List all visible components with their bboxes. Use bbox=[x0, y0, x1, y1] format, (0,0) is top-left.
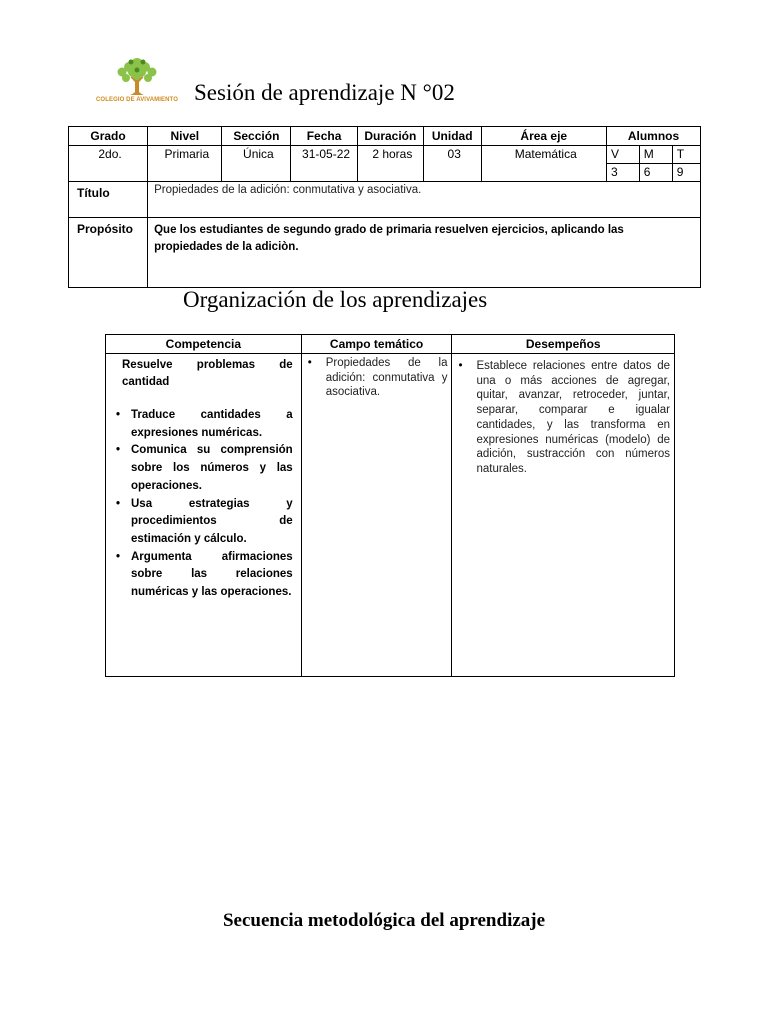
campo-tematico-list bbox=[302, 354, 452, 400]
grado-value: 2do. bbox=[69, 146, 148, 182]
alumnos-value-v: 3 bbox=[607, 164, 640, 182]
competencia-list bbox=[106, 391, 301, 602]
header-competencia: Competencia bbox=[106, 335, 302, 354]
list-item: • Argumenta afirmaciones sobre las relaciones numéricas y las operaciones. bbox=[116, 549, 293, 602]
titulo-label: Título bbox=[69, 182, 148, 218]
section-title-secuencia: Secuencia metodológica del aprendizaje bbox=[222, 910, 546, 931]
header-area: Área eje bbox=[481, 127, 606, 146]
header-alumnos: Alumnos bbox=[607, 127, 701, 146]
section-title-organizacion: Organización de los aprendizajes bbox=[183, 287, 488, 312]
header-grado: Grado bbox=[69, 127, 148, 146]
header-campo-tematico: Campo temático bbox=[301, 335, 452, 354]
list-item: • Establece relaciones entre datos de una o más acciones de agregar, quitar, avanzar, retroceder, juntar, separar, comparar e igualar cantidades, y las transforma en expresiones numéricas (modelo) de adición, sustracción con números naturales. bbox=[454, 359, 670, 477]
list-item: • Usa estrategias y procedimientos de estimación y cálculo. bbox=[116, 496, 293, 549]
desempenos-list bbox=[452, 354, 674, 477]
unidad-value: 03 bbox=[423, 146, 481, 182]
alumnos-label-m: M bbox=[639, 146, 672, 164]
list-item: • Propiedades de la adición: conmutativa y asociativa. bbox=[304, 356, 448, 400]
header-duracion: Duración bbox=[357, 127, 423, 146]
header-fecha: Fecha bbox=[291, 127, 358, 146]
alumnos-label-t: T bbox=[672, 146, 700, 164]
school-name: COLEGIO DE AVIVAMIENTO bbox=[96, 97, 178, 103]
seccion-value: Única bbox=[222, 146, 291, 182]
duracion-value: 2 horas bbox=[357, 146, 423, 182]
area-value: Matemática bbox=[481, 146, 606, 182]
header-nivel: Nivel bbox=[148, 127, 222, 146]
fecha-value: 31-05-22 bbox=[291, 146, 358, 182]
header-desempenos: Desempeños bbox=[452, 335, 675, 354]
session-info-table bbox=[68, 126, 701, 288]
proposito-label: Propósito bbox=[69, 218, 148, 288]
alumnos-value-m: 6 bbox=[639, 164, 672, 182]
learning-organization-table bbox=[105, 334, 675, 677]
desempenos-cell bbox=[452, 354, 675, 677]
competencia-cell bbox=[106, 354, 302, 677]
nivel-value: Primaria bbox=[148, 146, 222, 182]
header-seccion: Sección bbox=[222, 127, 291, 146]
proposito-value: Que los estudiantes de segundo grado de primaria resuelven ejercicios, aplicando las propiedades de la adiciòn. bbox=[148, 218, 701, 288]
campo-tematico-cell bbox=[301, 354, 452, 677]
list-item: • Comunica su comprensión sobre los números y las operaciones. bbox=[116, 442, 293, 495]
titulo-value: Propiedades de la adición: conmutativa y asociativa. bbox=[148, 182, 701, 218]
alumnos-value-t: 9 bbox=[672, 164, 700, 182]
list-item: • Traduce cantidades a expresiones numéricas. bbox=[116, 407, 293, 442]
page-title: Sesión de aprendizaje N °02 bbox=[194, 80, 455, 105]
competencia-heading: Resuelve problemas de cantidad bbox=[122, 359, 293, 388]
header-unidad: Unidad bbox=[423, 127, 481, 146]
alumnos-label-v: V bbox=[607, 146, 640, 164]
